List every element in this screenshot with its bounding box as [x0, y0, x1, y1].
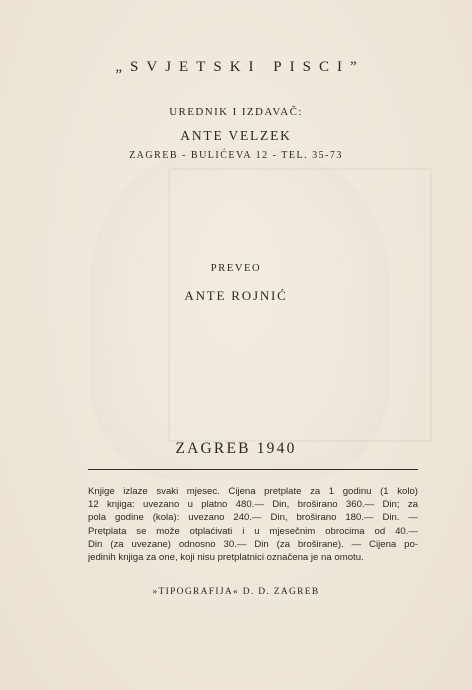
subscription-notice: [88, 485, 418, 564]
translator-label: PREVEO: [210, 263, 262, 274]
notice-line: Pretplata se može otplaćivati i u mjesečnim obrocima od 40.—: [88, 525, 418, 537]
editor-address: ZAGREB - BULIĆEVA 12 - TEL. 35-73: [129, 150, 343, 161]
translator-name: ANTE ROJNIĆ: [184, 288, 288, 303]
notice-line: jedinih knjiga za one, koji nisu pretplatnici označena je na omotu.: [88, 551, 364, 563]
imprint-city-year: ZAGREB 1940: [175, 440, 297, 457]
editor-label: UREDNIK I IZDAVAČ:: [169, 106, 303, 118]
editor-name: ANTE VELZEK: [180, 128, 292, 143]
notice-line: pola godine (kola): uvezano 240.— Din, broširano 180.— Din. —: [88, 512, 418, 524]
show-through-ornament: [90, 150, 390, 480]
printer-imprint: »TIPOGRAFIJA« D. D. ZAGREB: [152, 587, 320, 597]
divider-rule: [88, 469, 418, 470]
series-title: „SVJETSKI PISCI”: [115, 59, 365, 75]
notice-line: Knjige izlaze svaki mjesec. Cijena pretplate za 1 godinu (1 kolo): [88, 486, 418, 497]
notice-line: 12 knjiga: uvezano u platno 480.— Din, broširano 360.— Din; za: [88, 499, 418, 511]
notice-line: Din (za uvezane) odnosno 30.— Din (za broširane). — Cijena po-: [88, 538, 418, 550]
